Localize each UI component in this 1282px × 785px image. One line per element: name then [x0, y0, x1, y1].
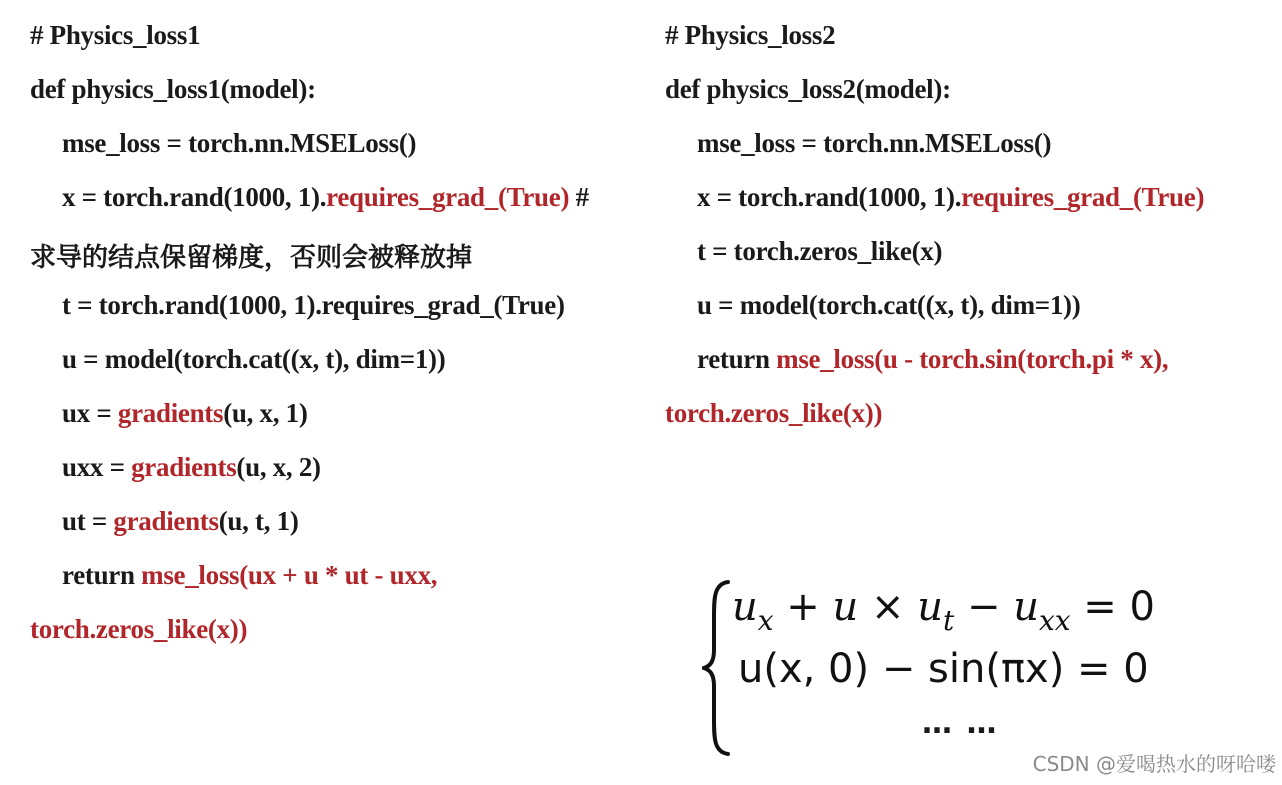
eq-plus: + [773, 584, 833, 630]
cjk-comment-line: 求导的结点保留梯度，否则会被释放掉 [30, 243, 473, 273]
ut-gradients: gradients [113, 506, 219, 536]
ux-args: (u, x, 1) [223, 398, 308, 428]
x-line [62, 182, 589, 213]
csdn-watermark: CSDN @爱喝热水的呀哈喽 [1032, 752, 1276, 776]
x-line-requires-grad: requires_grad_(True) [326, 182, 570, 212]
x-line-hash: # [569, 182, 589, 212]
eq-u: u [832, 584, 859, 630]
return-mse-call: mse_loss(ux + u * ut - uxx, [141, 560, 438, 590]
return-line [697, 344, 1168, 375]
return-keyword: return [62, 560, 142, 590]
eq-sub-xx: xx [1038, 604, 1071, 637]
eq-u: u [917, 584, 943, 630]
return-continuation: torch.zeros_like(x)) [665, 398, 883, 428]
uxx-line [62, 452, 321, 483]
equation-pde [732, 584, 1155, 637]
equation-initial-condition: u(x, 0) − sin(πx) = 0 [738, 646, 1149, 692]
return-continuation: torch.zeros_like(x)) [30, 614, 248, 644]
return-mse-call: mse_loss(u - torch.sin(torch.pi * x), [776, 344, 1169, 374]
ut-args: (u, t, 1) [218, 506, 299, 536]
equation-system [702, 578, 1222, 758]
return-line [62, 560, 437, 591]
uxx-gradients: gradients [131, 452, 237, 482]
def-line: def physics_loss2(model): [665, 74, 951, 104]
ux-assign: ux = [62, 398, 118, 428]
ut-assign: ut = [62, 506, 114, 536]
mse-line: mse_loss = torch.nn.MSELoss() [697, 128, 1052, 158]
eq-times: × [858, 584, 918, 630]
ut-line [62, 506, 299, 537]
eq-u: u [1013, 584, 1039, 630]
left-brace-icon [702, 578, 732, 758]
return-keyword: return [697, 344, 777, 374]
ux-line [62, 398, 308, 429]
x-line-code: x = torch.rand(1000, 1). [697, 182, 962, 212]
uxx-args: (u, x, 2) [236, 452, 321, 482]
uxx-assign: uxx = [62, 452, 132, 482]
eq-sub-x: x [757, 604, 774, 637]
t-line: t = torch.rand(1000, 1).requires_grad_(True) [62, 290, 565, 320]
t-line: t = torch.zeros_like(x) [697, 236, 943, 266]
def-line: def physics_loss1(model): [30, 74, 316, 104]
eq-minus: − [954, 584, 1014, 630]
x-line-code: x = torch.rand(1000, 1). [62, 182, 327, 212]
eq-sub-t: t [943, 604, 955, 637]
u-line: u = model(torch.cat((x, t), dim=1)) [697, 290, 1081, 320]
comment-line: # Physics_loss2 [665, 20, 836, 50]
ux-gradients: gradients [117, 398, 224, 428]
mse-line: mse_loss = torch.nn.MSELoss() [62, 128, 417, 158]
comment-line: # Physics_loss1 [30, 20, 201, 50]
eq-u: u [732, 584, 758, 630]
ellipsis: … … [922, 706, 999, 741]
eq-equals-zero: = 0 [1070, 584, 1155, 630]
u-line: u = model(torch.cat((x, t), dim=1)) [62, 344, 446, 374]
x-line [697, 182, 1204, 213]
x-line-requires-grad: requires_grad_(True) [961, 182, 1205, 212]
